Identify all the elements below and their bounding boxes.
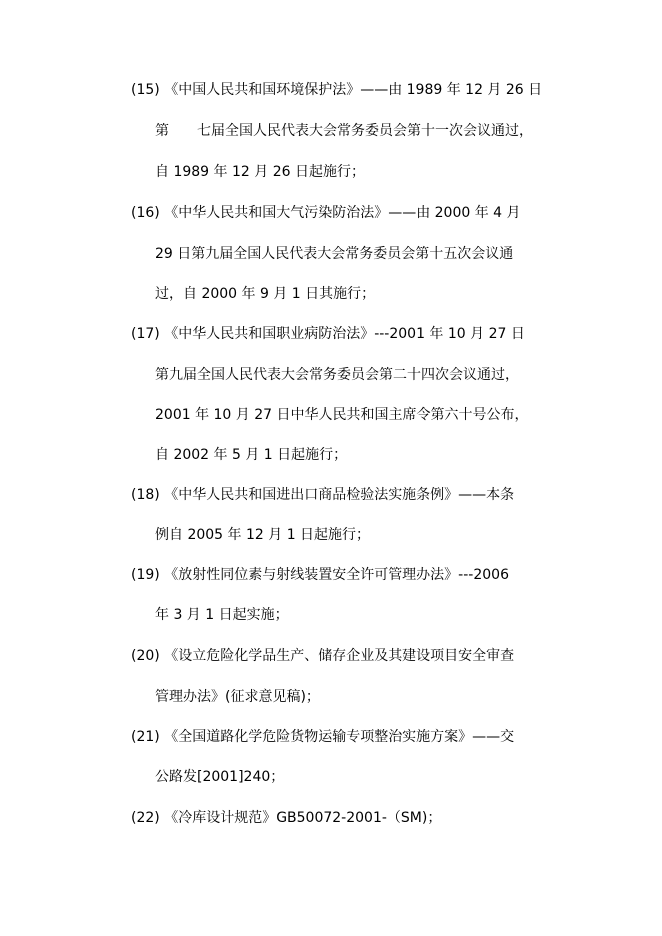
entry-16-line-3: 过，自 2000 年 9 月 1 日其施行； (155, 286, 376, 302)
entry-16-line-1: (16) 《中华人民共和国大气污染防治法》——由 2000 年 4 月 (131, 205, 521, 221)
entry-21-line-1: (21) 《全国道路化学危险货物运输专项整治实施方案》——交 (131, 729, 515, 745)
entry-17-line-4: 自 2002 年 5 月 1 日起施行； (155, 447, 348, 463)
entry-20-line-1: (20) 《设立危险化学品生产、储存企业及其建设项目安全审查 (131, 648, 515, 664)
entry-21-line-2: 公路发[2001]240； (155, 769, 285, 785)
entry-19-line-1: (19) 《放射性同位素与射线装置安全许可管理办法》---2006 (131, 567, 509, 583)
entry-20-line-2: 管理办法》(征求意见稿)； (155, 689, 320, 705)
entry-17-line-1: (17) 《中华人民共和国职业病防治法》---2001 年 10 月 27 日 (131, 326, 525, 342)
entry-15-line-3: 自 1989 年 12 月 26 日起施行； (155, 164, 365, 180)
entry-17-line-3: 2001 年 10 月 27 日中华人民共和国主席令第六十号公布， (155, 407, 529, 423)
entry-18-line-1: (18) 《中华人民共和国进出口商品检验法实施条例》——本条 (131, 487, 515, 503)
entry-15-line-1: (15) 《中国人民共和国环境保护法》——由 1989 年 12 月 26 日 (131, 82, 543, 98)
entry-17-line-2: 第九届全国人民代表大会常务委员会第二十四次会议通过， (155, 367, 519, 383)
entry-19-line-2: 年 3 月 1 日起实施； (155, 607, 289, 623)
entry-16-line-2: 29 日第九届全国人民代表大会常务委员会第十五次会议通 (155, 246, 514, 262)
entry-18-line-2: 例自 2005 年 12 月 1 日起施行； (155, 527, 371, 543)
entry-22-line-1: (22) 《冷库设计规范》GB50072-2001-（SM)； (131, 810, 442, 826)
entry-15-line-2: 第 七届全国人民代表大会常务委员会第十一次会议通过， (155, 123, 533, 139)
